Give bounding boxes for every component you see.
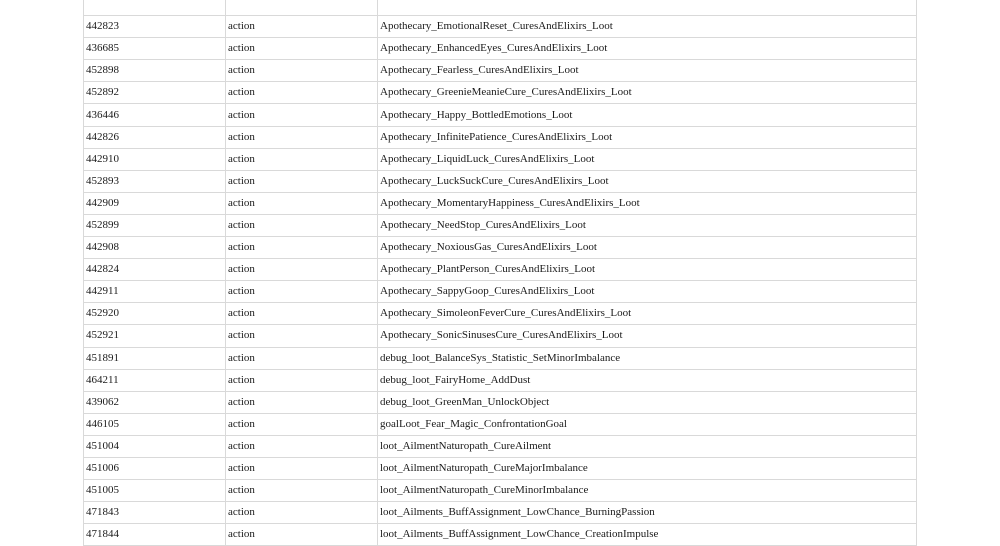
cell-name[interactable]: debug_loot_GreenMan_UnlockObject (378, 391, 917, 413)
cell-name[interactable]: goalLoot_Fear_Magic_ConfrontationGoal (378, 413, 917, 435)
cell-id[interactable]: 451004 (84, 435, 226, 457)
table-row[interactable] (84, 60, 917, 82)
cell-id[interactable]: 452899 (84, 214, 226, 236)
cell-type[interactable]: action (226, 413, 378, 435)
table-row[interactable] (84, 237, 917, 259)
cell-id[interactable]: 436446 (84, 104, 226, 126)
cell-id[interactable]: 452921 (84, 325, 226, 347)
cell-type[interactable]: action (226, 38, 378, 60)
cell-name[interactable]: Apothecary_SimoleonFeverCure_CuresAndElixirs_Loot (378, 303, 917, 325)
cell-id[interactable]: 452920 (84, 303, 226, 325)
cell-name[interactable]: Apothecary_InfinitePatience_CuresAndElixirs_Loot (378, 126, 917, 148)
cell-id[interactable]: 464211 (84, 369, 226, 391)
cell-id[interactable]: 452898 (84, 60, 226, 82)
cell-name[interactable]: Apothecary_Fearless_CuresAndElixirs_Loot (378, 60, 917, 82)
cell-type[interactable]: action (226, 435, 378, 457)
table-row[interactable] (84, 281, 917, 303)
table-row[interactable] (84, 214, 917, 236)
cell-name[interactable]: loot_AilmentNaturopath_CureAilment (378, 435, 917, 457)
cell-id[interactable] (84, 0, 226, 16)
table-row[interactable] (84, 38, 917, 60)
cell-type[interactable]: action (226, 524, 378, 546)
cell-id[interactable]: 436685 (84, 38, 226, 60)
cell-type[interactable]: action (226, 480, 378, 502)
table-row[interactable] (84, 435, 917, 457)
cell-name[interactable]: Apothecary_PlantPerson_CuresAndElixirs_Loot (378, 259, 917, 281)
cell-name[interactable]: Apothecary_GreenieMeanieCure_CuresAndElixirs_Loot (378, 82, 917, 104)
cell-type[interactable]: action (226, 325, 378, 347)
cell-type[interactable]: action (226, 192, 378, 214)
cell-type[interactable]: action (226, 281, 378, 303)
cell-id[interactable]: 439062 (84, 391, 226, 413)
cell-id[interactable]: 442911 (84, 281, 226, 303)
cell-name[interactable]: Apothecary_MomentaryHappiness_CuresAndElixirs_Loot (378, 192, 917, 214)
cell-id[interactable]: 442824 (84, 259, 226, 281)
table-row[interactable] (84, 192, 917, 214)
cell-id[interactable]: 452893 (84, 170, 226, 192)
cell-name[interactable]: Apothecary_SonicSinusesCure_CuresAndElixirs_Loot (378, 325, 917, 347)
table-row[interactable] (84, 369, 917, 391)
cell-name[interactable]: loot_Ailments_BuffAssignment_LowChance_BurningPassion (378, 502, 917, 524)
cell-type[interactable]: action (226, 347, 378, 369)
cell-id[interactable]: 451005 (84, 480, 226, 502)
cell-type[interactable] (226, 0, 378, 16)
table-body (84, 0, 917, 546)
table-row[interactable] (84, 457, 917, 479)
table-row[interactable] (84, 104, 917, 126)
cell-name[interactable]: Apothecary_SappyGoop_CuresAndElixirs_Loot (378, 281, 917, 303)
cell-type[interactable]: action (226, 170, 378, 192)
table-row[interactable] (84, 148, 917, 170)
cell-name[interactable]: Apothecary_Happy_BottledEmotions_Loot (378, 104, 917, 126)
cell-type[interactable]: action (226, 16, 378, 38)
table-row[interactable] (84, 82, 917, 104)
cell-id[interactable]: 451891 (84, 347, 226, 369)
cell-name[interactable]: loot_AilmentNaturopath_CureMinorImbalance (378, 480, 917, 502)
cell-id[interactable]: 442909 (84, 192, 226, 214)
cell-type[interactable]: action (226, 237, 378, 259)
table-row[interactable] (84, 524, 917, 546)
cell-name[interactable]: Apothecary_NeedStop_CuresAndElixirs_Loot (378, 214, 917, 236)
cell-name[interactable]: Apothecary_LiquidLuck_CuresAndElixirs_Loot (378, 148, 917, 170)
cell-type[interactable]: action (226, 214, 378, 236)
cell-type[interactable]: action (226, 60, 378, 82)
table-row[interactable] (84, 325, 917, 347)
table-row[interactable] (84, 480, 917, 502)
cell-type[interactable]: action (226, 457, 378, 479)
cell-id[interactable]: 471843 (84, 502, 226, 524)
cell-type[interactable]: action (226, 502, 378, 524)
cell-name[interactable]: debug_loot_FairyHome_AddDust (378, 369, 917, 391)
cell-name[interactable]: loot_Ailments_BuffAssignment_LowChance_CreationImpulse (378, 524, 917, 546)
table-row[interactable] (84, 303, 917, 325)
table-row[interactable] (84, 502, 917, 524)
cell-type[interactable]: action (226, 259, 378, 281)
cell-name[interactable]: Apothecary_EnhancedEyes_CuresAndElixirs_Loot (378, 38, 917, 60)
cell-name[interactable]: loot_AilmentNaturopath_CureMajorImbalance (378, 457, 917, 479)
cell-id[interactable]: 471844 (84, 524, 226, 546)
cell-type[interactable]: action (226, 391, 378, 413)
cell-type[interactable]: action (226, 126, 378, 148)
table-row[interactable] (84, 0, 917, 16)
cell-id[interactable]: 446105 (84, 413, 226, 435)
table-row[interactable] (84, 126, 917, 148)
table-row[interactable] (84, 170, 917, 192)
cell-name[interactable]: Apothecary_LuckSuckCure_CuresAndElixirs_Loot (378, 170, 917, 192)
cell-name[interactable] (378, 0, 917, 16)
cell-name[interactable]: Apothecary_EmotionalReset_CuresAndElixirs_Loot (378, 16, 917, 38)
cell-id[interactable]: 442826 (84, 126, 226, 148)
cell-type[interactable]: action (226, 303, 378, 325)
cell-id[interactable]: 442823 (84, 16, 226, 38)
cell-name[interactable]: debug_loot_BalanceSys_Statistic_SetMinorImbalance (378, 347, 917, 369)
cell-type[interactable]: action (226, 369, 378, 391)
cell-id[interactable]: 442908 (84, 237, 226, 259)
data-table (83, 0, 917, 546)
table-row[interactable] (84, 347, 917, 369)
cell-id[interactable]: 452892 (84, 82, 226, 104)
table-row[interactable] (84, 413, 917, 435)
cell-type[interactable]: action (226, 104, 378, 126)
cell-type[interactable]: action (226, 148, 378, 170)
table-row[interactable] (84, 391, 917, 413)
table-row[interactable] (84, 16, 917, 38)
cell-id[interactable]: 442910 (84, 148, 226, 170)
cell-name[interactable]: Apothecary_NoxiousGas_CuresAndElixirs_Loot (378, 237, 917, 259)
cell-id[interactable]: 451006 (84, 457, 226, 479)
cell-type[interactable]: action (226, 82, 378, 104)
table-row[interactable] (84, 259, 917, 281)
